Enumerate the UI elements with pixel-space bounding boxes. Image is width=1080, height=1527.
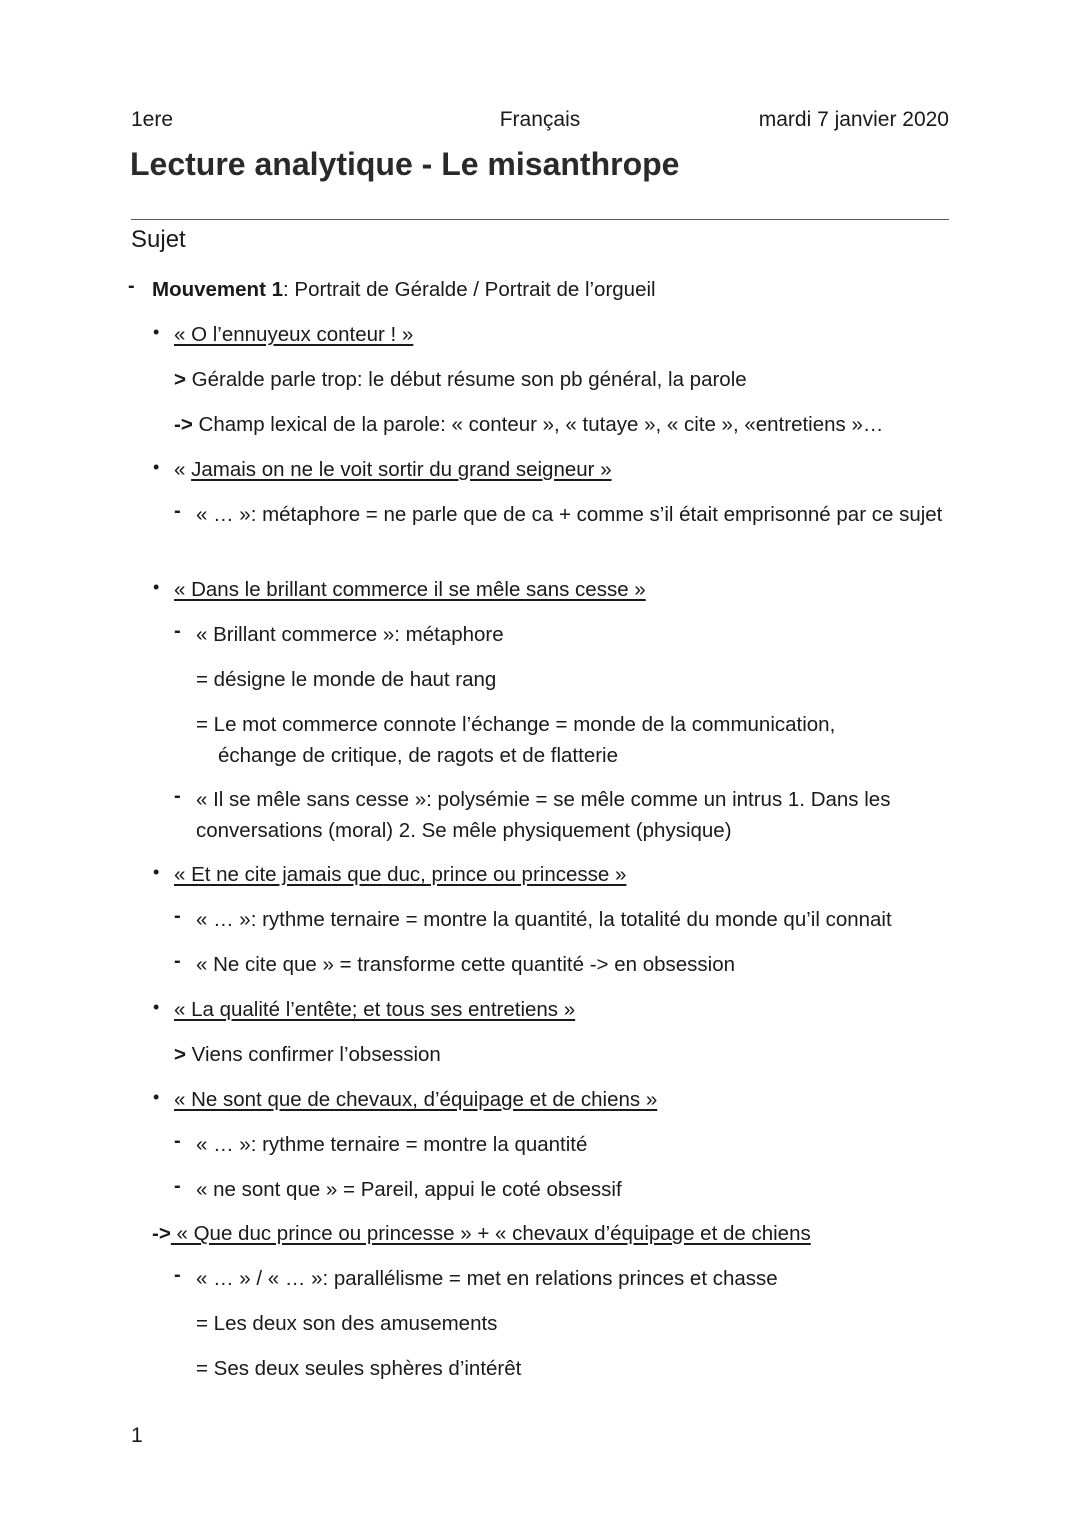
- bullet-icon: •: [153, 997, 160, 1017]
- bullet-icon: •: [153, 862, 160, 882]
- bullet-icon: •: [153, 577, 160, 597]
- header-class-level: 1ere: [131, 108, 174, 131]
- note-text: = Le mot commerce connote l’échange = monde de la communication,: [196, 713, 836, 736]
- dash-bullet-icon: -: [174, 1130, 181, 1152]
- quote-5: « La qualité l’entête; et tous ses entretiens »: [174, 998, 576, 1021]
- dash-bullet-icon: -: [174, 1264, 181, 1286]
- note-text: Viens confirmer l’obsession: [185, 1043, 441, 1066]
- bullet-icon: •: [153, 322, 160, 342]
- note-line: [174, 1039, 441, 1070]
- note-text: = Les deux son des amusements: [196, 1312, 498, 1335]
- note-text: « … »: métaphore = ne parle que de ca + comme s’il était emprisonné par ce sujet: [196, 503, 943, 526]
- note-line: [174, 409, 883, 440]
- note-text: échange de critique, de ragots et de flatterie: [218, 744, 619, 767]
- note-text: = Ses deux seules sphères d’intérêt: [196, 1357, 522, 1380]
- movement-label: Mouvement 1: [152, 278, 283, 301]
- note-text: Géralde parle trop: le début résume son pb général, la parole: [185, 368, 747, 391]
- quote-text: Jamais on ne le voit sortir du grand seigneur »: [191, 458, 612, 481]
- dash-bullet-icon: -: [174, 785, 181, 807]
- quote-1: « O l’ennuyeux conteur ! »: [174, 323, 414, 346]
- arrow-icon: >: [174, 1043, 186, 1066]
- dash-bullet-icon: -: [128, 275, 135, 297]
- title-divider: [131, 219, 949, 220]
- note-text: = désigne le monde de haut rang: [196, 668, 497, 691]
- quote-2: [174, 454, 612, 485]
- dash-bullet-icon: -: [174, 905, 181, 927]
- note-text: « ne sont que » = Pareil, appui le coté obsessif: [196, 1178, 622, 1201]
- bullet-icon: •: [153, 457, 160, 477]
- bullet-icon: •: [153, 1087, 160, 1107]
- page-title: Lecture analytique - Le misanthrope: [130, 146, 680, 182]
- quote-open: «: [174, 458, 192, 481]
- note-text: « … » / « … »: parallélisme = met en relations princes et chasse: [196, 1267, 778, 1290]
- quote-6: « Ne sont que de chevaux, d’équipage et de chiens »: [174, 1088, 658, 1111]
- conclusion-line: [152, 1218, 811, 1249]
- movement-text: : Portrait de Géralde / Portrait de l’orgueil: [283, 278, 656, 301]
- page-number: 1: [131, 1424, 143, 1447]
- header-date: mardi 7 janvier 2020: [758, 108, 949, 131]
- movement-heading: [152, 274, 656, 305]
- quote-3: « Dans le brillant commerce il se mêle sans cesse »: [174, 578, 646, 601]
- dash-bullet-icon: -: [174, 500, 181, 522]
- dash-bullet-icon: -: [174, 1175, 181, 1197]
- conclusion-text: « Que duc prince ou princesse » + « chevaux d’équipage et de chiens: [170, 1222, 811, 1245]
- section-heading: Sujet: [131, 226, 186, 253]
- note-text: Champ lexical de la parole: « conteur », « tutaye », « cite », «entretiens »…: [192, 413, 884, 436]
- note-text: « … »: rythme ternaire = montre la quantité, la totalité du monde qu’il connait: [196, 908, 892, 931]
- dash-bullet-icon: -: [174, 950, 181, 972]
- arrow-icon: ->: [152, 1222, 171, 1245]
- note-text: « Il se mêle sans cesse »: polysémie = se mêle comme un intrus 1. Dans les conversations (moral) 2. Se mêle physiquement (physique): [196, 788, 891, 842]
- arrow-icon: >: [174, 368, 186, 391]
- arrow-icon: ->: [174, 413, 193, 436]
- header-subject: Français: [499, 108, 581, 131]
- note-line: [174, 364, 747, 395]
- dash-bullet-icon: -: [174, 620, 181, 642]
- note-text: « … »: rythme ternaire = montre la quantité: [196, 1133, 588, 1156]
- note-text: « Brillant commerce »: métaphore: [196, 623, 504, 646]
- quote-4: « Et ne cite jamais que duc, prince ou princesse »: [174, 863, 627, 886]
- note-text: « Ne cite que » = transforme cette quantité -> en obsession: [196, 953, 736, 976]
